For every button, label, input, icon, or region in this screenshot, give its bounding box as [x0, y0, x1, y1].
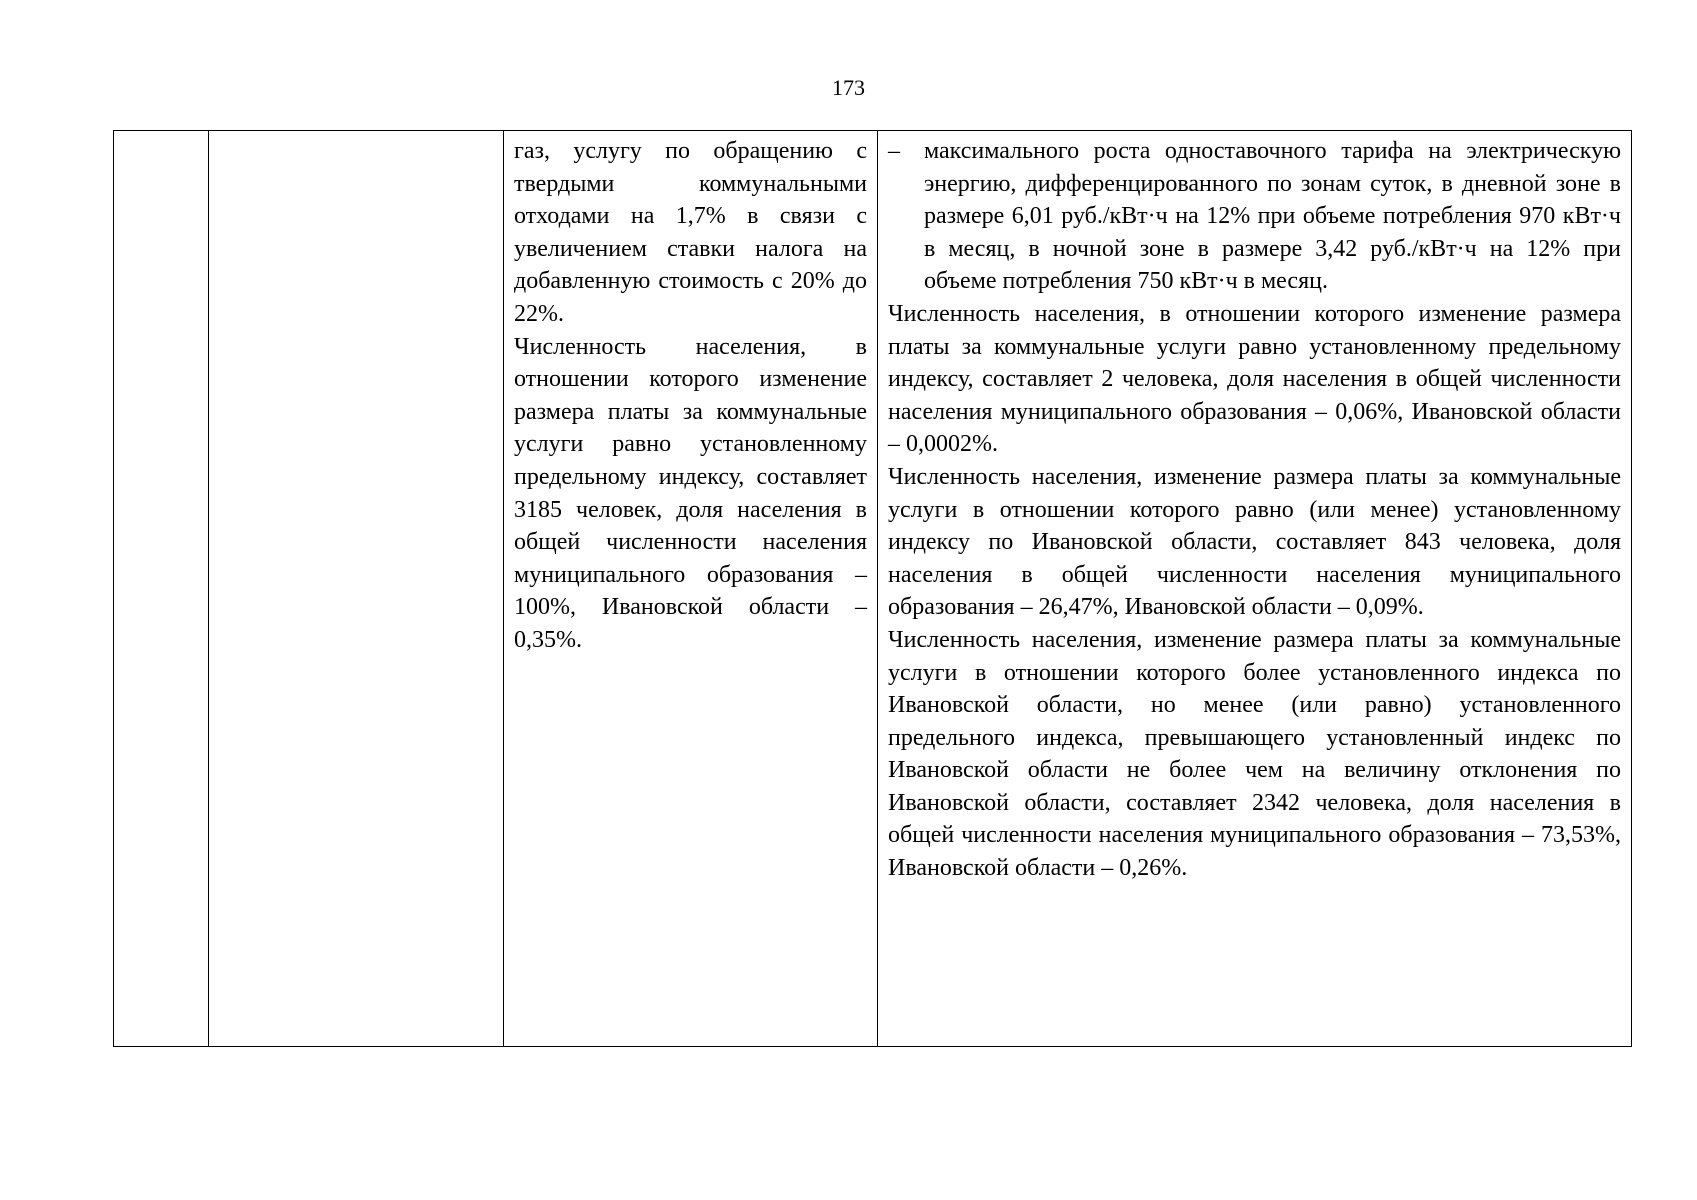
cell-paragraph: Численность населения, в отношении которого изменение размера платы за коммунальные услуги равно установленному предельному индексу, составляет 3185 человек, доля населения в общей численности населения муниципального образования – 100%, Ивановской области – 0,35%. — [514, 333, 867, 653]
table-cell-name — [209, 131, 504, 1047]
dash-item-text: максимального роста одноставочного тарифа на электрическую энергию, дифференцированного по зонам суток, в дневной зоне в размере 6,01 руб./кВт·ч на 12% при объеме потребления 970 кВт·ч в месяц, в ночной зоне в размере 3,42 руб./кВт·ч на 12% при объеме потребления 750 кВт·ч в месяц. — [924, 138, 1621, 295]
cell-paragraph: Численность населения, изменение размера платы за коммунальные услуги в отношении которого равно (или менее) установленному индексу по Ивановской области, составляет 843 человека, доля населения в общей численности населения муниципального образования – 26,47%, Ивановской области – 0,09%. — [888, 463, 1621, 621]
cell-paragraph: Численность населения, изменение размера платы за коммунальные услуги в отношении которого более установленного индекса по Ивановской области, но менее (или равно) установленного предельного индекса, превышающего установленный индекс по Ивановской области не более чем на величину отклонения по Ивановской области, составляет 2342 человека, доля населения в общей численности населения муниципального образования – 73,53%, Ивановской области – 0,26%. — [888, 626, 1621, 882]
cell-paragraph: Численность населения, в отношении которого изменение размера платы за коммунальные услуги равно установленному предельному индексу, составляет 2 человека, доля населения в общей численности населения муниципального образования – 0,06%, Ивановской области – 0,0002%. — [888, 300, 1621, 458]
table-cell-number — [114, 131, 209, 1047]
dash-list-item — [888, 135, 1621, 298]
table-cell-details — [878, 131, 1632, 1047]
table-cell-description — [504, 131, 878, 1047]
dash-marker: – — [888, 138, 900, 164]
document-table — [113, 130, 1632, 1047]
table-row — [114, 131, 1632, 1047]
cell-paragraph: газ, услугу по обращению с твердыми коммунальными отходами на 1,7% в связи с увеличением ставки налога на добавленную стоимость с 20% до 22%. — [514, 138, 867, 327]
page-number: 173 — [832, 75, 865, 100]
